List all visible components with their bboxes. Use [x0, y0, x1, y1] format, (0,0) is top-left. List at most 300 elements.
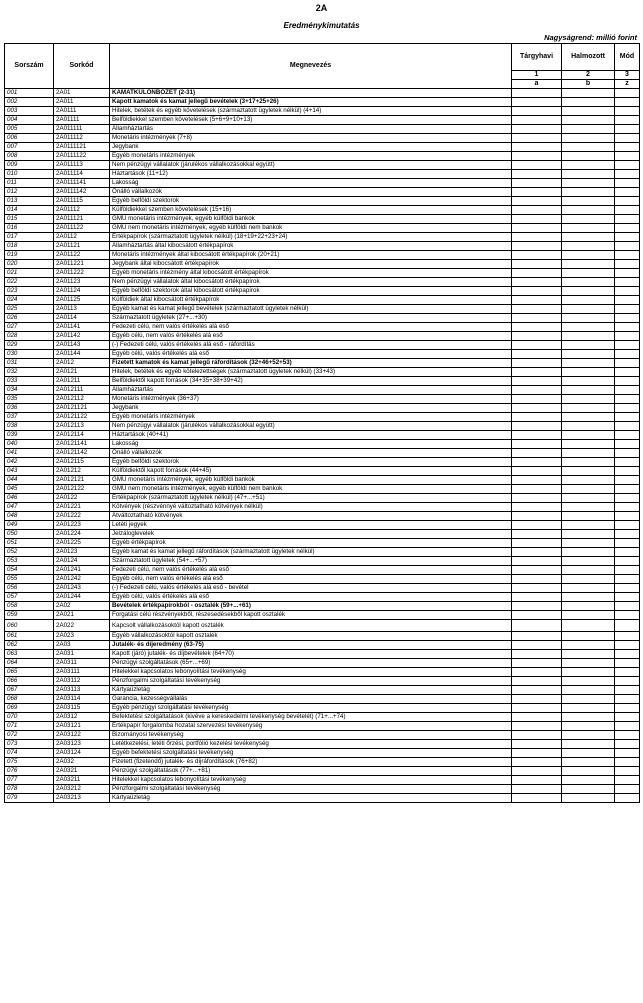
value-cell-targyhavi[interactable] [512, 296, 562, 305]
value-cell-halmozott[interactable] [562, 722, 615, 731]
value-cell-mod[interactable] [615, 305, 640, 314]
value-cell-mod[interactable] [615, 206, 640, 215]
value-cell-targyhavi[interactable] [512, 350, 562, 359]
value-cell-halmozott[interactable] [562, 731, 615, 740]
value-cell-mod[interactable] [615, 794, 640, 803]
value-cell-mod[interactable] [615, 152, 640, 161]
value-cell-halmozott[interactable] [562, 422, 615, 431]
row-code: 2A0121122 [54, 413, 110, 422]
row-number: 010 [5, 170, 54, 179]
value-cell-mod[interactable] [615, 413, 640, 422]
value-cell-halmozott[interactable] [562, 557, 615, 566]
value-cell-halmozott[interactable] [562, 641, 615, 650]
table-row [5, 224, 640, 233]
value-cell-targyhavi[interactable] [512, 584, 562, 593]
value-cell-targyhavi[interactable] [512, 98, 562, 107]
row-number: 056 [5, 584, 54, 593]
value-cell-mod[interactable] [615, 695, 640, 704]
value-cell-targyhavi[interactable] [512, 632, 562, 641]
row-label: Pénzügyi szolgáltatások (65+...+69) [110, 659, 512, 668]
value-cell-halmozott[interactable] [562, 341, 615, 350]
value-cell-targyhavi[interactable] [512, 749, 562, 758]
table-row [5, 422, 640, 431]
value-cell-targyhavi[interactable] [512, 476, 562, 485]
value-cell-halmozott[interactable] [562, 386, 615, 395]
value-cell-mod[interactable] [615, 611, 640, 620]
value-cell-mod[interactable] [615, 632, 640, 641]
value-cell-mod[interactable] [615, 650, 640, 659]
value-cell-mod[interactable] [615, 521, 640, 530]
value-cell-targyhavi[interactable] [512, 125, 562, 134]
row-code: 2A03122 [54, 731, 110, 740]
row-label: Államháztartás [110, 125, 512, 134]
value-cell-halmozott[interactable] [562, 566, 615, 575]
value-cell-mod[interactable] [615, 776, 640, 785]
value-cell-halmozott[interactable] [562, 251, 615, 260]
value-cell-targyhavi[interactable] [512, 161, 562, 170]
value-cell-halmozott[interactable] [562, 503, 615, 512]
value-cell-halmozott[interactable] [562, 458, 615, 467]
table-row [5, 116, 640, 125]
row-code: 2A011 [54, 98, 110, 107]
value-cell-targyhavi[interactable] [512, 359, 562, 368]
value-cell-targyhavi[interactable] [512, 188, 562, 197]
row-number: 062 [5, 641, 54, 650]
value-cell-targyhavi[interactable] [512, 89, 562, 98]
row-number: 008 [5, 152, 54, 161]
value-cell-halmozott[interactable] [562, 260, 615, 269]
value-cell-targyhavi[interactable] [512, 233, 562, 242]
value-cell-halmozott[interactable] [562, 359, 615, 368]
value-cell-targyhavi[interactable] [512, 494, 562, 503]
value-cell-halmozott[interactable] [562, 494, 615, 503]
value-cell-targyhavi[interactable] [512, 458, 562, 467]
value-cell-halmozott[interactable] [562, 404, 615, 413]
value-cell-targyhavi[interactable] [512, 548, 562, 557]
value-cell-mod[interactable] [615, 278, 640, 287]
value-cell-targyhavi[interactable] [512, 659, 562, 668]
value-cell-halmozott[interactable] [562, 485, 615, 494]
value-cell-mod[interactable] [615, 677, 640, 686]
value-cell-halmozott[interactable] [562, 530, 615, 539]
value-cell-mod[interactable] [615, 224, 640, 233]
value-cell-targyhavi[interactable] [512, 269, 562, 278]
value-cell-targyhavi[interactable] [512, 677, 562, 686]
value-cell-mod[interactable] [615, 107, 640, 116]
value-cell-halmozott[interactable] [562, 593, 615, 602]
value-cell-halmozott[interactable] [562, 704, 615, 713]
value-cell-targyhavi[interactable] [512, 611, 562, 620]
value-cell-halmozott[interactable] [562, 314, 615, 323]
value-cell-mod[interactable] [615, 431, 640, 440]
value-cell-halmozott[interactable] [562, 125, 615, 134]
value-cell-targyhavi[interactable] [512, 170, 562, 179]
value-cell-halmozott[interactable] [562, 548, 615, 557]
value-cell-mod[interactable] [615, 422, 640, 431]
value-cell-halmozott[interactable] [562, 206, 615, 215]
value-cell-mod[interactable] [615, 512, 640, 521]
table-row [5, 749, 640, 758]
value-cell-targyhavi[interactable] [512, 530, 562, 539]
value-cell-halmozott[interactable] [562, 179, 615, 188]
value-cell-targyhavi[interactable] [512, 668, 562, 677]
table-body [5, 89, 640, 803]
value-cell-mod[interactable] [615, 449, 640, 458]
value-cell-halmozott[interactable] [562, 215, 615, 224]
value-cell-mod[interactable] [615, 386, 640, 395]
row-label: Egyéb monetáris intézmények [110, 152, 512, 161]
row-number: 071 [5, 722, 54, 731]
value-cell-targyhavi[interactable] [512, 722, 562, 731]
value-cell-mod[interactable] [615, 116, 640, 125]
row-label: GMU nem monetáris intézmények, egyéb külföldi nem bankok [110, 224, 512, 233]
value-cell-halmozott[interactable] [562, 449, 615, 458]
value-cell-targyhavi[interactable] [512, 206, 562, 215]
value-cell-mod[interactable] [615, 143, 640, 152]
value-cell-targyhavi[interactable] [512, 602, 562, 611]
row-label: Átváltoztatható kötvények [110, 512, 512, 521]
row-number: 001 [5, 89, 54, 98]
value-cell-mod[interactable] [615, 485, 640, 494]
value-cell-targyhavi[interactable] [512, 767, 562, 776]
value-cell-mod[interactable] [615, 134, 640, 143]
value-cell-targyhavi[interactable] [512, 251, 562, 260]
table-row [5, 269, 640, 278]
value-cell-halmozott[interactable] [562, 539, 615, 548]
value-cell-mod[interactable] [615, 404, 640, 413]
value-cell-halmozott[interactable] [562, 686, 615, 695]
value-cell-mod[interactable] [615, 686, 640, 695]
value-cell-targyhavi[interactable] [512, 431, 562, 440]
row-label: Fizetett kamatok és kamat jellegű ráfordítások (32+46+52+53) [110, 359, 512, 368]
value-cell-targyhavi[interactable] [512, 539, 562, 548]
value-cell-targyhavi[interactable] [512, 503, 562, 512]
row-label: Nem pénzügyi vállalatok (járulékos vállalkozásokkal együtt) [110, 422, 512, 431]
value-cell-targyhavi[interactable] [512, 785, 562, 794]
table-row [5, 668, 640, 677]
row-code: 2A011115 [54, 197, 110, 206]
value-cell-targyhavi[interactable] [512, 686, 562, 695]
value-cell-halmozott[interactable] [562, 776, 615, 785]
value-cell-targyhavi[interactable] [512, 566, 562, 575]
value-cell-halmozott[interactable] [562, 584, 615, 593]
value-cell-mod[interactable] [615, 530, 640, 539]
value-cell-halmozott[interactable] [562, 278, 615, 287]
row-label: Hitelek, betétek és egyéb kötelezettségek (származtatott ügyletek nélkül) (33+43) [110, 368, 512, 377]
value-cell-targyhavi[interactable] [512, 386, 562, 395]
value-cell-halmozott[interactable] [562, 440, 615, 449]
value-cell-halmozott[interactable] [562, 602, 615, 611]
value-cell-mod[interactable] [615, 557, 640, 566]
value-cell-targyhavi[interactable] [512, 794, 562, 803]
value-cell-halmozott[interactable] [562, 305, 615, 314]
value-cell-mod[interactable] [615, 593, 640, 602]
value-cell-mod[interactable] [615, 539, 640, 548]
value-cell-mod[interactable] [615, 332, 640, 341]
row-code: 2A01244 [54, 593, 110, 602]
value-cell-targyhavi[interactable] [512, 179, 562, 188]
value-cell-mod[interactable] [615, 359, 640, 368]
value-cell-mod[interactable] [615, 476, 640, 485]
value-cell-mod[interactable] [615, 377, 640, 386]
value-cell-mod[interactable] [615, 161, 640, 170]
value-cell-halmozott[interactable] [562, 152, 615, 161]
value-cell-halmozott[interactable] [562, 476, 615, 485]
value-cell-targyhavi[interactable] [512, 650, 562, 659]
value-cell-halmozott[interactable] [562, 161, 615, 170]
value-cell-mod[interactable] [615, 494, 640, 503]
value-cell-mod[interactable] [615, 704, 640, 713]
value-cell-halmozott[interactable] [562, 368, 615, 377]
value-cell-halmozott[interactable] [562, 188, 615, 197]
value-cell-targyhavi[interactable] [512, 152, 562, 161]
value-cell-mod[interactable] [615, 215, 640, 224]
row-label: GMU monetáris intézmények, egyéb külföldi bankok [110, 215, 512, 224]
table-row [5, 632, 640, 641]
value-cell-targyhavi[interactable] [512, 197, 562, 206]
table-row [5, 467, 640, 476]
value-cell-mod[interactable] [615, 287, 640, 296]
row-number: 065 [5, 668, 54, 677]
table-row [5, 215, 640, 224]
value-cell-mod[interactable] [615, 323, 640, 332]
row-label: Monetáris intézmények (36+37) [110, 395, 512, 404]
value-cell-targyhavi[interactable] [512, 305, 562, 314]
value-cell-mod[interactable] [615, 188, 640, 197]
value-cell-halmozott[interactable] [562, 713, 615, 722]
row-number: 039 [5, 431, 54, 440]
value-cell-targyhavi[interactable] [512, 341, 562, 350]
row-number: 021 [5, 269, 54, 278]
row-label: Lakosság [110, 179, 512, 188]
value-cell-mod[interactable] [615, 758, 640, 767]
value-cell-mod[interactable] [615, 566, 640, 575]
row-code: 2A0111142 [54, 188, 110, 197]
value-cell-mod[interactable] [615, 350, 640, 359]
value-cell-targyhavi[interactable] [512, 287, 562, 296]
form-code: 2A [315, 3, 328, 13]
row-number: 075 [5, 758, 54, 767]
value-cell-targyhavi[interactable] [512, 143, 562, 152]
value-cell-targyhavi[interactable] [512, 758, 562, 767]
value-cell-targyhavi[interactable] [512, 776, 562, 785]
value-cell-halmozott[interactable] [562, 632, 615, 641]
row-code: 2A0121121 [54, 404, 110, 413]
value-cell-targyhavi[interactable] [512, 521, 562, 530]
value-cell-mod[interactable] [615, 749, 640, 758]
value-cell-halmozott[interactable] [562, 740, 615, 749]
value-cell-halmozott[interactable] [562, 116, 615, 125]
value-cell-targyhavi[interactable] [512, 377, 562, 386]
value-cell-mod[interactable] [615, 179, 640, 188]
value-cell-halmozott[interactable] [562, 197, 615, 206]
value-cell-halmozott[interactable] [562, 794, 615, 803]
value-cell-targyhavi[interactable] [512, 575, 562, 584]
value-cell-halmozott[interactable] [562, 659, 615, 668]
value-cell-mod[interactable] [615, 503, 640, 512]
table-row [5, 794, 640, 803]
value-cell-halmozott[interactable] [562, 521, 615, 530]
value-cell-targyhavi[interactable] [512, 314, 562, 323]
value-cell-halmozott[interactable] [562, 233, 615, 242]
value-cell-mod[interactable] [615, 458, 640, 467]
table-row [5, 449, 640, 458]
value-cell-halmozott[interactable] [562, 467, 615, 476]
value-cell-halmozott[interactable] [562, 395, 615, 404]
value-cell-mod[interactable] [615, 260, 640, 269]
value-cell-mod[interactable] [615, 341, 640, 350]
table-row [5, 713, 640, 722]
value-cell-targyhavi[interactable] [512, 695, 562, 704]
value-cell-mod[interactable] [615, 731, 640, 740]
value-cell-mod[interactable] [615, 602, 640, 611]
value-cell-halmozott[interactable] [562, 512, 615, 521]
row-number: 009 [5, 161, 54, 170]
value-cell-halmozott[interactable] [562, 620, 615, 632]
row-label: Egyéb belföldi szektorok által kibocsátott értékpapírok [110, 287, 512, 296]
value-cell-halmozott[interactable] [562, 143, 615, 152]
table-row [5, 440, 640, 449]
value-cell-halmozott[interactable] [562, 611, 615, 620]
value-cell-mod[interactable] [615, 125, 640, 134]
value-cell-mod[interactable] [615, 740, 640, 749]
row-code: 2A012112 [54, 395, 110, 404]
value-cell-halmozott[interactable] [562, 323, 615, 332]
value-cell-mod[interactable] [615, 314, 640, 323]
value-cell-halmozott[interactable] [562, 650, 615, 659]
value-cell-mod[interactable] [615, 197, 640, 206]
value-cell-targyhavi[interactable] [512, 485, 562, 494]
row-code: 2A01243 [54, 584, 110, 593]
value-cell-halmozott[interactable] [562, 170, 615, 179]
row-number: 058 [5, 602, 54, 611]
value-cell-targyhavi[interactable] [512, 107, 562, 116]
value-cell-halmozott[interactable] [562, 785, 615, 794]
value-cell-targyhavi[interactable] [512, 404, 562, 413]
value-cell-halmozott[interactable] [562, 377, 615, 386]
value-cell-mod[interactable] [615, 641, 640, 650]
value-cell-halmozott[interactable] [562, 668, 615, 677]
value-cell-mod[interactable] [615, 467, 640, 476]
row-number: 054 [5, 566, 54, 575]
value-cell-halmozott[interactable] [562, 269, 615, 278]
row-number: 003 [5, 107, 54, 116]
value-cell-mod[interactable] [615, 395, 640, 404]
value-cell-mod[interactable] [615, 89, 640, 98]
row-label: Pénzforgalmi szolgáltatási tevékenység [110, 785, 512, 794]
value-cell-mod[interactable] [615, 251, 640, 260]
row-number: 013 [5, 197, 54, 206]
value-cell-halmozott[interactable] [562, 431, 615, 440]
value-cell-halmozott[interactable] [562, 677, 615, 686]
value-cell-halmozott[interactable] [562, 98, 615, 107]
row-code: 2A03121 [54, 722, 110, 731]
value-cell-targyhavi[interactable] [512, 512, 562, 521]
value-cell-targyhavi[interactable] [512, 395, 562, 404]
value-cell-halmozott[interactable] [562, 350, 615, 359]
value-cell-targyhavi[interactable] [512, 224, 562, 233]
value-cell-targyhavi[interactable] [512, 215, 562, 224]
value-cell-targyhavi[interactable] [512, 242, 562, 251]
value-cell-halmozott[interactable] [562, 134, 615, 143]
table-row [5, 521, 640, 530]
value-cell-halmozott[interactable] [562, 332, 615, 341]
row-code: 2A022 [54, 620, 110, 632]
value-cell-mod[interactable] [615, 98, 640, 107]
row-code: 2A01141 [54, 323, 110, 332]
row-number: 029 [5, 341, 54, 350]
value-cell-targyhavi[interactable] [512, 557, 562, 566]
value-cell-halmozott[interactable] [562, 296, 615, 305]
value-cell-halmozott[interactable] [562, 695, 615, 704]
table-row [5, 620, 640, 632]
value-cell-mod[interactable] [615, 242, 640, 251]
row-number: 024 [5, 296, 54, 305]
value-cell-targyhavi[interactable] [512, 440, 562, 449]
value-cell-targyhavi[interactable] [512, 620, 562, 632]
value-cell-mod[interactable] [615, 269, 640, 278]
value-cell-halmozott[interactable] [562, 575, 615, 584]
value-cell-targyhavi[interactable] [512, 413, 562, 422]
value-cell-mod[interactable] [615, 548, 640, 557]
value-cell-halmozott[interactable] [562, 767, 615, 776]
value-cell-halmozott[interactable] [562, 224, 615, 233]
value-cell-halmozott[interactable] [562, 89, 615, 98]
value-cell-mod[interactable] [615, 785, 640, 794]
value-cell-targyhavi[interactable] [512, 260, 562, 269]
value-cell-mod[interactable] [615, 659, 640, 668]
value-cell-mod[interactable] [615, 767, 640, 776]
value-cell-mod[interactable] [615, 620, 640, 632]
value-cell-mod[interactable] [615, 233, 640, 242]
value-cell-halmozott[interactable] [562, 107, 615, 116]
value-cell-targyhavi[interactable] [512, 134, 562, 143]
value-cell-targyhavi[interactable] [512, 332, 562, 341]
value-cell-targyhavi[interactable] [512, 422, 562, 431]
value-cell-mod[interactable] [615, 575, 640, 584]
value-cell-targyhavi[interactable] [512, 323, 562, 332]
value-cell-mod[interactable] [615, 368, 640, 377]
value-cell-halmozott[interactable] [562, 758, 615, 767]
value-cell-targyhavi[interactable] [512, 641, 562, 650]
value-cell-halmozott[interactable] [562, 242, 615, 251]
value-cell-targyhavi[interactable] [512, 116, 562, 125]
value-cell-targyhavi[interactable] [512, 593, 562, 602]
value-cell-targyhavi[interactable] [512, 740, 562, 749]
value-cell-targyhavi[interactable] [512, 368, 562, 377]
value-cell-mod[interactable] [615, 170, 640, 179]
value-cell-mod[interactable] [615, 713, 640, 722]
value-cell-halmozott[interactable] [562, 287, 615, 296]
value-cell-targyhavi[interactable] [512, 713, 562, 722]
value-cell-targyhavi[interactable] [512, 731, 562, 740]
value-cell-mod[interactable] [615, 668, 640, 677]
value-cell-targyhavi[interactable] [512, 278, 562, 287]
value-cell-halmozott[interactable] [562, 749, 615, 758]
value-cell-targyhavi[interactable] [512, 449, 562, 458]
value-cell-mod[interactable] [615, 722, 640, 731]
row-number: 034 [5, 386, 54, 395]
value-cell-mod[interactable] [615, 584, 640, 593]
row-label: Bevételek értékpapírokból - osztalék (59+...+61) [110, 602, 512, 611]
value-cell-targyhavi[interactable] [512, 467, 562, 476]
value-cell-targyhavi[interactable] [512, 704, 562, 713]
row-number: 048 [5, 512, 54, 521]
value-cell-mod[interactable] [615, 296, 640, 305]
value-cell-halmozott[interactable] [562, 413, 615, 422]
table-row [5, 584, 640, 593]
value-cell-mod[interactable] [615, 440, 640, 449]
